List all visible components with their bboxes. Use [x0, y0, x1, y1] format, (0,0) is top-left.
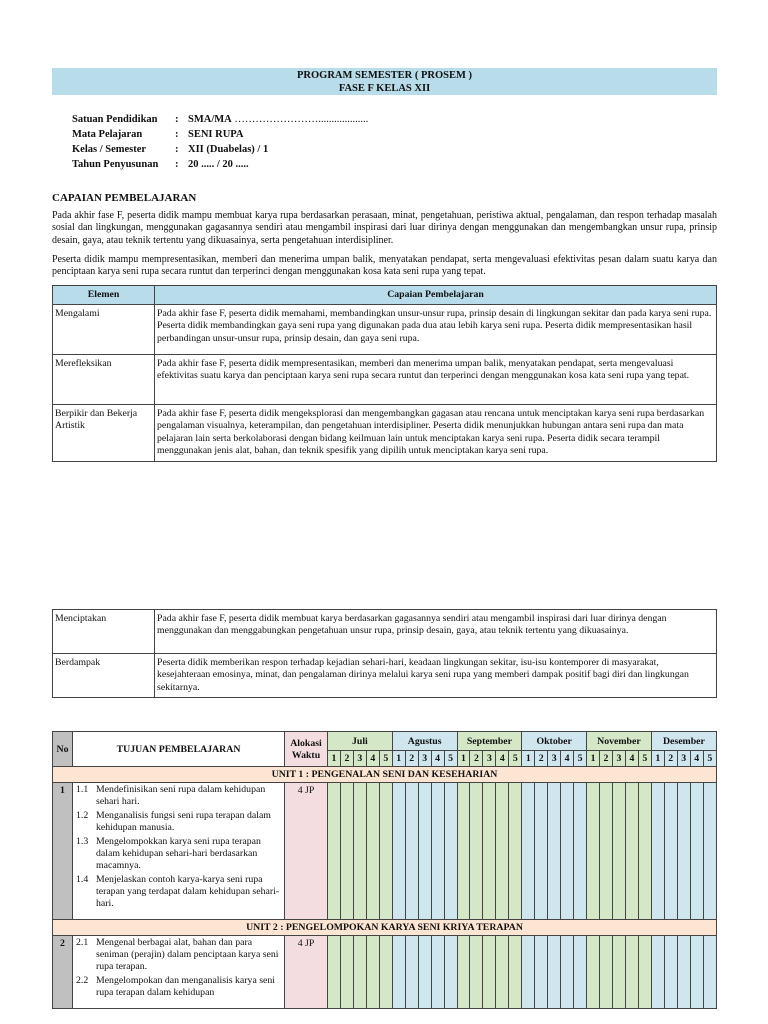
week-header-cell: 5: [703, 751, 716, 767]
week-header-cell: 4: [625, 751, 638, 767]
week-header-cell: 1: [522, 751, 535, 767]
objective-item: [76, 784, 281, 808]
week-header-cell: 2: [664, 751, 677, 767]
week-cell: [405, 783, 418, 920]
objective-item: [76, 836, 281, 872]
identity-key: Satuan Pendidikan: [72, 114, 158, 125]
month-agustus: Agustus: [392, 732, 457, 751]
week-cell: [535, 783, 548, 920]
week-cell: [638, 783, 651, 920]
identity-value-text: SMA/MA: [188, 114, 232, 125]
week-header-cell: 2: [600, 751, 613, 767]
week-cell: [690, 783, 703, 920]
unit-1-alokasi: 4 JP: [285, 783, 328, 920]
month-november: November: [587, 732, 652, 751]
week-cell: [366, 783, 379, 920]
objective-number: 2.2: [76, 975, 89, 986]
header-capaian: Capaian Pembelajaran: [155, 286, 717, 305]
month-desember: Desember: [651, 732, 716, 751]
capaian-paragraph-1: Pada akhir fase F, peserta didik mampu membuat karya rupa berdasarkan perasaan, minat, pengetahuan, peristiwa aktual, pengalaman, dan respon terhadap masalah sosial dan lingkungan, menggunakan gagasannya sendiri atau mengambil inspirasi dari luar dirinya dengan menggunakan dan mengembangkan unsur rupa, prinsip desain, gaya, atau teknik tertentu yang dikuasainya, serta pengetahuan interdisipliner.: [52, 210, 717, 246]
capaian-cell: Peserta didik memberikan respon terhadap kejadian sehari-hari, keadaan lingkungan sekitar, isu-isu kontemporer di masyarakat, kesejahteraan emosinya, minat, dan pengalaman dirinya melalui karya seni rupa yang memberi dampak positif bagi diri dan lingkungan sekitarnya.: [155, 654, 717, 698]
schedule-table: [52, 731, 717, 1009]
objective-number: 1.2: [76, 810, 89, 821]
week-header-cell: 2: [470, 751, 483, 767]
week-cell: [418, 936, 431, 1009]
objective-text: Mengenal berbagai alat, bahan dan para seniman (perajin) dalam penciptaan karya seni rupa terapan.: [96, 937, 279, 972]
unit-1-title-row: [53, 767, 717, 783]
week-cell: [677, 783, 690, 920]
week-cell: [703, 783, 716, 920]
week-cell: [561, 936, 574, 1009]
capaian-cell: Pada akhir fase F, peserta didik memahami, membandingkan unsur-unsur rupa, prinsip desain di lingkungan sekitar dan pada karya seni rupa. Peserta didik membandingkan gaya seni rupa yang digunakan pada dua atau lebih karya seni rupa. Peserta didik mempresentasikan hasil perbandingan unsur-unsur rupa, prinsip desain, dan gaya seni rupa.: [155, 305, 717, 355]
unit-2-row: [53, 936, 717, 1009]
week-cell: [535, 936, 548, 1009]
week-cell: [483, 936, 496, 1009]
schedule-header-row: [53, 732, 717, 751]
week-cell: [625, 783, 638, 920]
unit-1-number: 1: [53, 783, 73, 920]
capaian-cell: Pada akhir fase F, peserta didik membuat karya berdasarkan gagasannya sendiri atau mengambil inspirasi dari luar dirinya dengan menggunakan dan menggabungkan pengetahuan unsur rupa, prinsip desain, gaya, atau teknik tertentu yang dikuasainya.: [155, 610, 717, 654]
objective-number: 1.1: [76, 784, 89, 795]
week-header-cell: 5: [509, 751, 522, 767]
week-cell: [392, 783, 405, 920]
week-cell: [379, 783, 392, 920]
week-cell: [353, 783, 366, 920]
week-header-cell: 2: [535, 751, 548, 767]
week-cell: [664, 783, 677, 920]
table-row: [53, 355, 717, 405]
identity-key: Mata Pelajaran: [72, 129, 143, 140]
week-cell: [587, 936, 600, 1009]
objective-item: [76, 810, 281, 834]
objective-text: Mengelompokan dan menganalisis karya seni rupa terapan dalam kehidupan: [96, 975, 276, 998]
week-header-cell: 3: [677, 751, 690, 767]
capaian-paragraph-2: Peserta didik mampu mempresentasikan, memberi dan menerima umpan balik, menyatakan pendapat, serta mengevaluasi efektivitas pesan dalam suatu karya dan penciptaan karya seni rupa secara runtut dan terperinci dengan menggunakan kosa kata seni rupa yang tepat.: [52, 254, 717, 278]
week-cell: [496, 936, 509, 1009]
header-no: No: [53, 732, 73, 767]
week-cell: [677, 936, 690, 1009]
month-juli: Juli: [328, 732, 393, 751]
objective-number: 1.3: [76, 836, 89, 847]
week-cell: [600, 936, 613, 1009]
identity-table: [72, 114, 368, 174]
identity-colon: :: [175, 159, 179, 170]
identity-colon: :: [175, 144, 179, 155]
month-september: September: [457, 732, 522, 751]
capaian-header-row: [53, 286, 717, 305]
identity-colon: :: [175, 129, 179, 140]
capaian-heading: CAPAIAN PEMBELAJARAN: [52, 192, 197, 204]
week-cell: [522, 936, 535, 1009]
elemen-cell: Menciptakan: [53, 610, 155, 654]
week-header-cell: 1: [651, 751, 664, 767]
week-header-cell: 1: [392, 751, 405, 767]
week-cell: [651, 783, 664, 920]
identity-row: [72, 114, 368, 129]
week-cell: [392, 936, 405, 1009]
capaian-table: [52, 285, 717, 462]
week-cell: [664, 936, 677, 1009]
unit-2-alokasi: 4 JP: [285, 936, 328, 1009]
week-cell: [522, 783, 535, 920]
objective-item: [76, 937, 281, 973]
week-cell: [561, 783, 574, 920]
unit-2-objectives: [73, 936, 285, 1009]
week-header-cell: 1: [457, 751, 470, 767]
title-line-1: PROGRAM SEMESTER ( PROSEM ): [296, 70, 472, 81]
objective-text: Mendefinisikan seni rupa dalam kehidupan sehari hari.: [96, 784, 266, 807]
objective-item: [76, 975, 281, 999]
week-cell: [470, 783, 483, 920]
week-header-cell: 2: [340, 751, 353, 767]
week-cell: [587, 783, 600, 920]
week-header-cell: 3: [353, 751, 366, 767]
week-cell: [353, 936, 366, 1009]
week-cell: [625, 936, 638, 1009]
week-cell: [483, 783, 496, 920]
identity-key: Tahun Penyusunan: [72, 159, 159, 170]
week-cell: [328, 783, 341, 920]
week-cell: [431, 783, 444, 920]
week-cell: [509, 783, 522, 920]
elemen-cell: Berdampak: [53, 654, 155, 698]
week-header-cell: 3: [418, 751, 431, 767]
week-cell: [690, 936, 703, 1009]
identity-row: [72, 129, 368, 144]
week-cell: [638, 936, 651, 1009]
week-cell: [548, 936, 561, 1009]
week-cell: [574, 783, 587, 920]
week-cell: [612, 783, 625, 920]
objective-number: 1.4: [76, 874, 89, 885]
week-cell: [444, 783, 457, 920]
objective-item: [76, 874, 281, 910]
header-alokasi: Alokasi Waktu: [285, 732, 328, 767]
week-cell: [548, 783, 561, 920]
header-tujuan: TUJUAN PEMBELAJARAN: [73, 732, 285, 767]
week-header-cell: 4: [366, 751, 379, 767]
unit-2-title-row: [53, 920, 717, 936]
week-header-cell: 4: [431, 751, 444, 767]
week-header-cell: 3: [612, 751, 625, 767]
capaian-cell: Pada akhir fase F, peserta didik mengeksplorasi dan mengembangkan gagasan atau rencana untuk menciptakan karya seni rupa berdasarkan pengalaman visualnya, keterampilan, dan pengetahuan interdisipliner. Peserta didik menunjukkan hubungan antara seni rupa dan mata pelajaran lain serta berkolaborasi dengan bidang keilmuan lain untuk menciptakan karya seni rupa. Peserta didik secara terampil menggunakan jenis alat, bahan, dan teknik spesifik yang dipilih untuk menciptakan karya seni rupa.: [155, 405, 717, 462]
week-header-cell: 5: [638, 751, 651, 767]
week-header-cell: 2: [405, 751, 418, 767]
unit-1-row: [53, 783, 717, 920]
week-cell: [340, 936, 353, 1009]
month-oktober: Oktober: [522, 732, 587, 751]
identity-value: [188, 114, 368, 129]
week-cell: [703, 936, 716, 1009]
identity-row: [72, 159, 368, 174]
objective-text: Menjelaskan contoh karya-karya seni rupa terapan yang terdapat dalam kehidupan sehari-hari.: [96, 874, 280, 909]
week-cell: [457, 783, 470, 920]
identity-key: Kelas / Semester: [72, 144, 147, 155]
objective-text: Menganalisis fungsi seni rupa terapan dalam kehidupan manusia.: [96, 810, 271, 833]
week-header-cell: 4: [690, 751, 703, 767]
title-line-2: FASE F KELAS XII: [338, 83, 431, 94]
identity-value: SENI RUPA: [188, 129, 244, 140]
week-cell: [651, 936, 664, 1009]
week-cell: [574, 936, 587, 1009]
elemen-cell: Berpikir dan Bekerja Artistik: [53, 405, 155, 462]
week-cell: [457, 936, 470, 1009]
week-cell: [418, 783, 431, 920]
week-cell: [340, 783, 353, 920]
unit-1-objectives: [73, 783, 285, 920]
week-header-cell: 4: [496, 751, 509, 767]
week-cell: [509, 936, 522, 1009]
week-header-cell: 1: [587, 751, 600, 767]
week-cell: [431, 936, 444, 1009]
identity-dots: ……………………...................: [231, 114, 369, 125]
unit-2-number: 2: [53, 936, 73, 1009]
week-cell: [470, 936, 483, 1009]
identity-value: 20 ..... / 20 .....: [188, 159, 249, 170]
week-cell: [600, 783, 613, 920]
identity-value: XII (Duabelas) / 1: [188, 144, 269, 155]
table-row: [53, 305, 717, 355]
week-cell: [379, 936, 392, 1009]
objective-number: 2.1: [76, 937, 89, 948]
week-cell: [405, 936, 418, 1009]
week-header-cell: 5: [444, 751, 457, 767]
week-header-cell: 5: [379, 751, 392, 767]
document-title: [52, 68, 717, 95]
table-row: [53, 610, 717, 654]
identity-colon: :: [175, 114, 179, 125]
week-cell: [496, 783, 509, 920]
identity-row: [72, 144, 368, 159]
unit-2-title: UNIT 2 : PENGELOMPOKAN KARYA SENI KRIYA TERAPAN: [53, 920, 717, 936]
capaian-table-continued: [52, 609, 717, 698]
week-header-cell: 3: [483, 751, 496, 767]
week-header-cell: 5: [574, 751, 587, 767]
week-cell: [328, 936, 341, 1009]
week-cell: [366, 936, 379, 1009]
capaian-cell: Pada akhir fase F, peserta didik mempresentasikan, memberi dan menerima umpan balik, menyatakan pendapat, serta mengevaluasi efektivitas suatu karya dan penciptaan karya seni rupa secara runtut dan terperinci dengan menggunakan kosa kata seni rupa yang tepat.: [155, 355, 717, 405]
table-row: [53, 405, 717, 462]
elemen-cell: Merefleksikan: [53, 355, 155, 405]
week-cell: [612, 936, 625, 1009]
header-elemen: Elemen: [53, 286, 155, 305]
table-row: [53, 654, 717, 698]
week-header-cell: 1: [328, 751, 341, 767]
objective-text: Mengelompokkan karya seni rupa terapan dalam kehidupan sehari-hari berdasarkan macamnya.: [96, 836, 261, 871]
unit-1-title: UNIT 1 : PENGENALAN SENI DAN KESEHARIAN: [53, 767, 717, 783]
week-cell: [444, 936, 457, 1009]
week-header-cell: 4: [561, 751, 574, 767]
elemen-cell: Mengalami: [53, 305, 155, 355]
week-header-cell: 3: [548, 751, 561, 767]
